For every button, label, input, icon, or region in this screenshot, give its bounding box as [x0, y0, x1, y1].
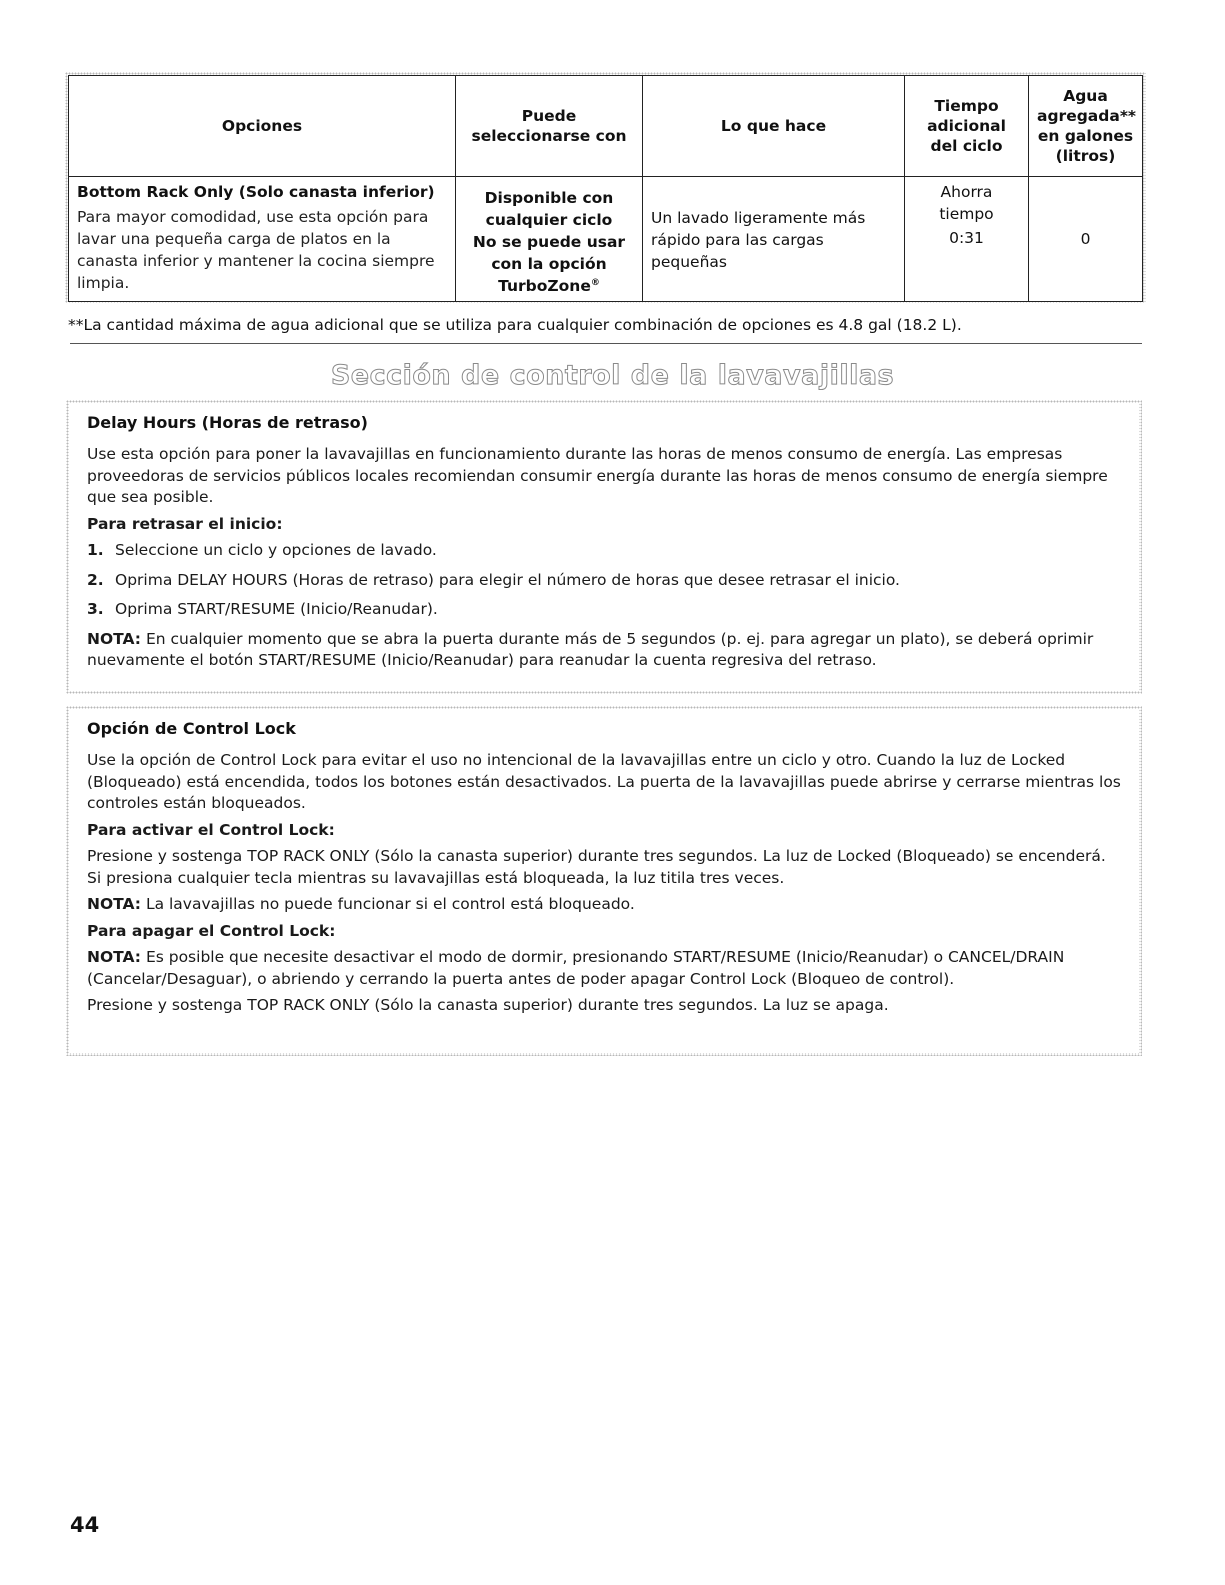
option-cell: [69, 177, 456, 302]
control-lock-note-1: [87, 894, 1123, 916]
registered-mark: ®: [590, 277, 600, 288]
control-lock-note-2: [87, 947, 1123, 990]
divider: [70, 343, 1142, 344]
delay-steps-list: [87, 540, 1123, 621]
header-options: Opciones: [69, 76, 456, 177]
activate-text: Presione y sostenga TOP RACK ONLY (Sólo la canasta superior) durante tres segundos. La luz de Locked (Bloqueado) se encenderá. Si presiona cualquier tecla mientras su lavavajillas está bloqueada, la luz titila tres veces.: [87, 847, 1106, 887]
list-item: [87, 540, 1123, 562]
note-label: NOTA:: [87, 895, 142, 913]
option-title: Bottom Rack Only (Solo canasta inferior): [77, 183, 435, 201]
what-it-does-cell: Un lavado ligeramente más rápido para las cargas pequeñas: [643, 177, 905, 302]
options-table: [65, 72, 1146, 303]
added-water-cell: 0: [1029, 177, 1143, 302]
control-lock-intro: Use la opción de Control Lock para evitar el uso no intencional de la lavavajillas entre un ciclo y otro. Cuando la luz de Locked (Bloqueado) está encendida, todos los botones están desactivados. La puerta de la lavavajillas puede abrirse y cerrarse mientras los controles están bloqueados.: [87, 751, 1121, 812]
deactivate-heading: Para apagar el Control Lock:: [87, 921, 336, 940]
delay-hours-title: Delay Hours (Horas de retraso): [87, 413, 368, 432]
note-text: En cualquier momento que se abra la puerta durante más de 5 segundos (p. ej. para agregar un plato), se deberá oprimir nuevamente el botón START/RESUME (Inicio/Reanudar) para reanudar la cuenta regresiva del retraso.: [87, 629, 1094, 669]
footnote: **La cantidad máxima de agua adicional que se utiliza para cualquier combinación de opciones es 4.8 gal (18.2 L).: [68, 316, 962, 334]
header-selectable-with: Puede seleccionarse con: [456, 76, 643, 177]
section-title: Sección de control de la lavavajillas: [330, 360, 895, 391]
note-text: La lavavajillas no puede funcionar si el control está bloqueado.: [141, 895, 635, 913]
selectable-cell: [456, 177, 643, 302]
step-text: Oprima DELAY HOURS (Horas de retraso) para elegir el número de horas que desee retrasar el inicio.: [115, 570, 900, 589]
step-number: 1.: [87, 541, 104, 559]
delay-hours-note: [87, 629, 1123, 672]
table-header-row: [69, 76, 1143, 177]
step-text: Seleccione un ciclo y opciones de lavado.: [115, 541, 437, 559]
table-row: [69, 177, 1143, 302]
delay-hours-box: [66, 400, 1142, 694]
added-time-cell: [905, 177, 1029, 302]
list-item: [87, 599, 1123, 621]
activate-heading: Para activar el Control Lock:: [87, 820, 335, 839]
delay-hours-intro: Use esta opción para poner la lavavajillas en funcionamiento durante las horas de menos consumo de energía. Las empresas proveedoras de servicios públicos locales recomiendan consumir energía durante las horas de menos consumo de energía siempre que sea posible.: [87, 445, 1108, 506]
note-label: NOTA:: [87, 948, 142, 966]
header-added-time: Tiempo adicional del ciclo: [905, 76, 1029, 177]
option-description: Para mayor comodidad, use esta opción para lavar una pequeña carga de platos en la canasta inferior y mantener la cocina siempre limpia.: [77, 208, 435, 292]
control-lock-title: Opción de Control Lock: [87, 719, 296, 738]
header-what-it-does: Lo que hace: [643, 76, 905, 177]
deactivate-text: Presione y sostenga TOP RACK ONLY (Sólo la canasta superior) durante tres segundos. La luz se apaga.: [87, 996, 889, 1014]
step-number: 2.: [87, 570, 104, 589]
available-text: Disponible con cualquier ciclo: [484, 189, 614, 229]
page-number: 44: [70, 1513, 100, 1537]
not-available-label: No se puede usar con la opción TurboZone: [472, 233, 626, 295]
list-item: [87, 570, 1123, 592]
time-value: 0:31: [949, 229, 984, 247]
control-lock-box: [66, 706, 1142, 1056]
not-available-text: [464, 231, 634, 297]
note-text: Es posible que necesite desactivar el modo de dormir, presionando START/RESUME (Inicio/Reanudar) o CANCEL/DRAIN (Cancelar/Desaguar), o abriendo y cerrando la puerta antes de poder apagar Control Lock (Bloqueo de control).: [87, 948, 1065, 988]
step-text: Oprima START/RESUME (Inicio/Reanudar).: [115, 600, 438, 618]
time-label: Ahorra tiempo: [939, 183, 994, 223]
delay-hours-subheading: Para retrasar el inicio:: [87, 514, 283, 533]
step-number: 3.: [87, 600, 104, 618]
note-label: NOTA:: [87, 629, 142, 648]
header-added-water: Agua agregada** en galones (litros): [1029, 76, 1143, 177]
